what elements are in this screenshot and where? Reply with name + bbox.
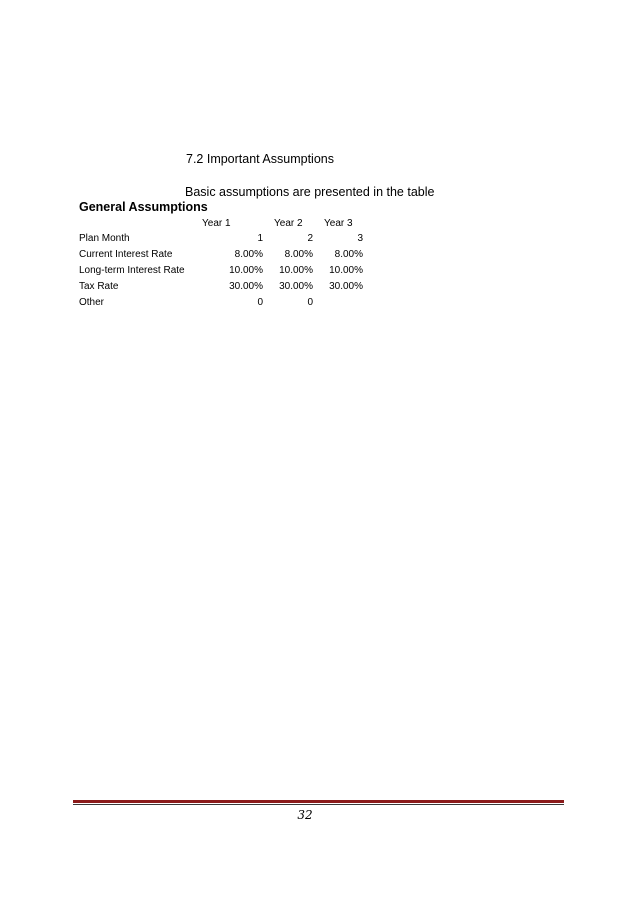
column-header-year-3: Year 3 bbox=[324, 218, 353, 229]
table-cell: 1 bbox=[257, 233, 263, 244]
table-cell: 10.00% bbox=[279, 265, 313, 276]
table-cell: 10.00% bbox=[229, 265, 263, 276]
table-cell: 10.00% bbox=[329, 265, 363, 276]
row-label: Plan Month bbox=[79, 233, 130, 244]
intro-text: Basic assumptions are presented in the table bbox=[185, 185, 435, 199]
table-cell: 30.00% bbox=[329, 281, 363, 292]
column-header-year-2: Year 2 bbox=[274, 218, 303, 229]
table-cell: 0 bbox=[307, 297, 313, 308]
table-cell: 8.00% bbox=[284, 249, 313, 260]
table-row bbox=[0, 249, 638, 265]
row-label: Other bbox=[79, 297, 105, 308]
table-row bbox=[0, 297, 638, 313]
footer-rule-thin bbox=[73, 804, 564, 805]
table-cell: 3 bbox=[357, 233, 363, 244]
row-label: Current Interest Rate bbox=[79, 249, 173, 260]
column-header-year-1: Year 1 bbox=[202, 218, 231, 229]
table-cell: 2 bbox=[307, 233, 313, 244]
page-number: 32 bbox=[297, 808, 313, 822]
table-cell: 30.00% bbox=[279, 281, 313, 292]
table-cell: 8.00% bbox=[234, 249, 263, 260]
section-heading: 7.2 Important Assumptions bbox=[186, 152, 334, 166]
table-row bbox=[0, 281, 638, 297]
table-cell: 8.00% bbox=[334, 249, 363, 260]
table-row bbox=[0, 265, 638, 281]
table-row bbox=[0, 233, 638, 249]
table-cell: 30.00% bbox=[229, 281, 263, 292]
table-cell: 0 bbox=[257, 297, 263, 308]
row-label: Tax Rate bbox=[79, 281, 119, 292]
row-label: Long-term Interest Rate bbox=[79, 265, 185, 276]
table-title: General Assumptions bbox=[79, 200, 208, 214]
footer-rule bbox=[73, 800, 564, 803]
